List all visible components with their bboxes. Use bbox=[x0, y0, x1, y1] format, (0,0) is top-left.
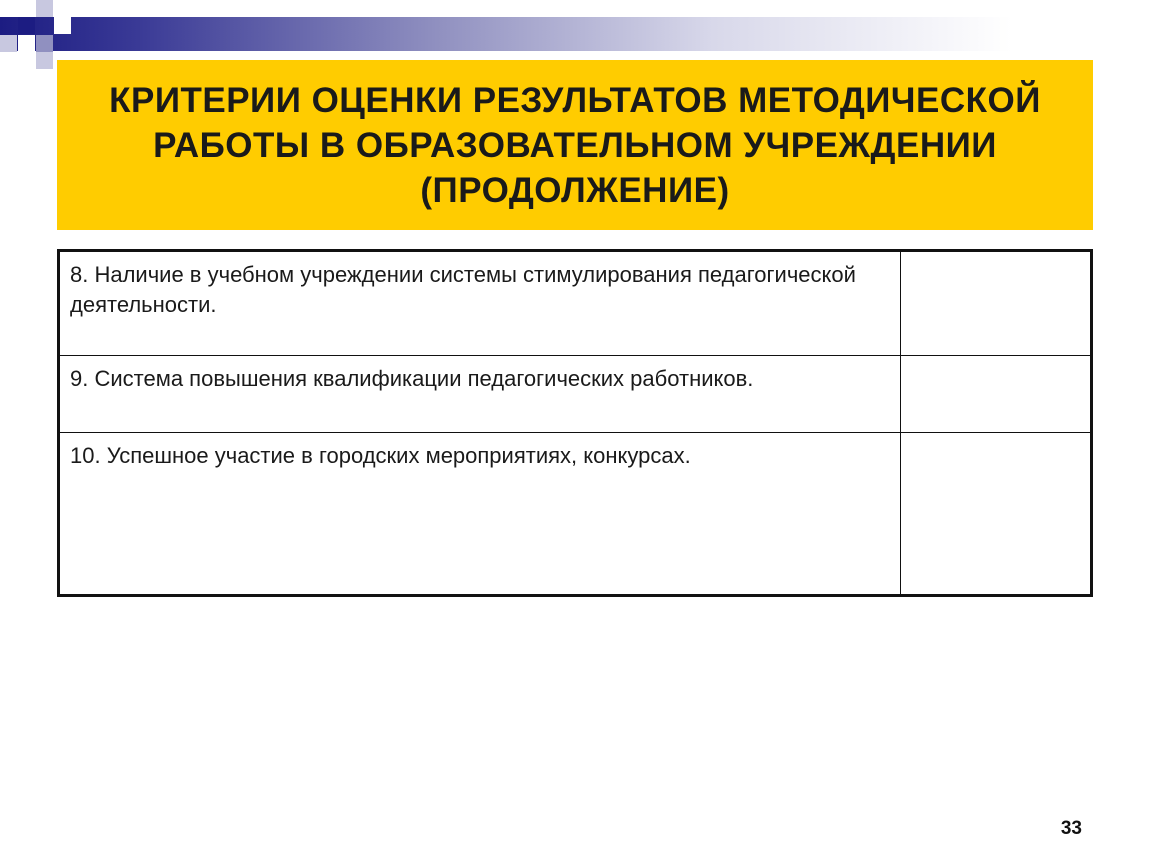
decorative-square bbox=[36, 0, 53, 17]
table-row bbox=[59, 356, 1092, 433]
criterion-cell: 8. Наличие в учебном учреждении системы стимулирования педагогической деятельности. bbox=[59, 251, 901, 356]
decorative-square bbox=[0, 35, 17, 52]
decorative-square bbox=[36, 52, 53, 69]
score-cell bbox=[900, 356, 1091, 433]
slide-title bbox=[99, 78, 1051, 213]
header-gradient-bar bbox=[0, 17, 1150, 51]
decorative-square bbox=[54, 17, 71, 34]
slide-title-line: КРИТЕРИИ ОЦЕНКИ РЕЗУЛЬТАТОВ МЕТОДИЧЕСКОЙ bbox=[109, 80, 1041, 120]
table-row bbox=[59, 251, 1092, 356]
criterion-cell: 9. Система повышения квалификации педагогических работников. bbox=[59, 356, 901, 433]
decorative-square bbox=[36, 35, 53, 52]
decorative-square bbox=[18, 35, 35, 52]
criteria-table bbox=[57, 249, 1093, 597]
decorative-square bbox=[18, 17, 35, 34]
criterion-cell: 10. Успешное участие в городских мероприятиях, конкурсах. bbox=[59, 433, 901, 596]
score-cell bbox=[900, 251, 1091, 356]
page-number: 33 bbox=[1060, 818, 1082, 839]
slide-title-line: РАБОТЫ В ОБРАЗОВАТЕЛЬНОМ УЧРЕЖДЕНИИ bbox=[153, 125, 997, 165]
table-row bbox=[59, 433, 1092, 596]
slide-title-box bbox=[57, 60, 1093, 230]
score-cell bbox=[900, 433, 1091, 596]
slide-title-line: (ПРОДОЛЖЕНИЕ) bbox=[420, 170, 730, 210]
